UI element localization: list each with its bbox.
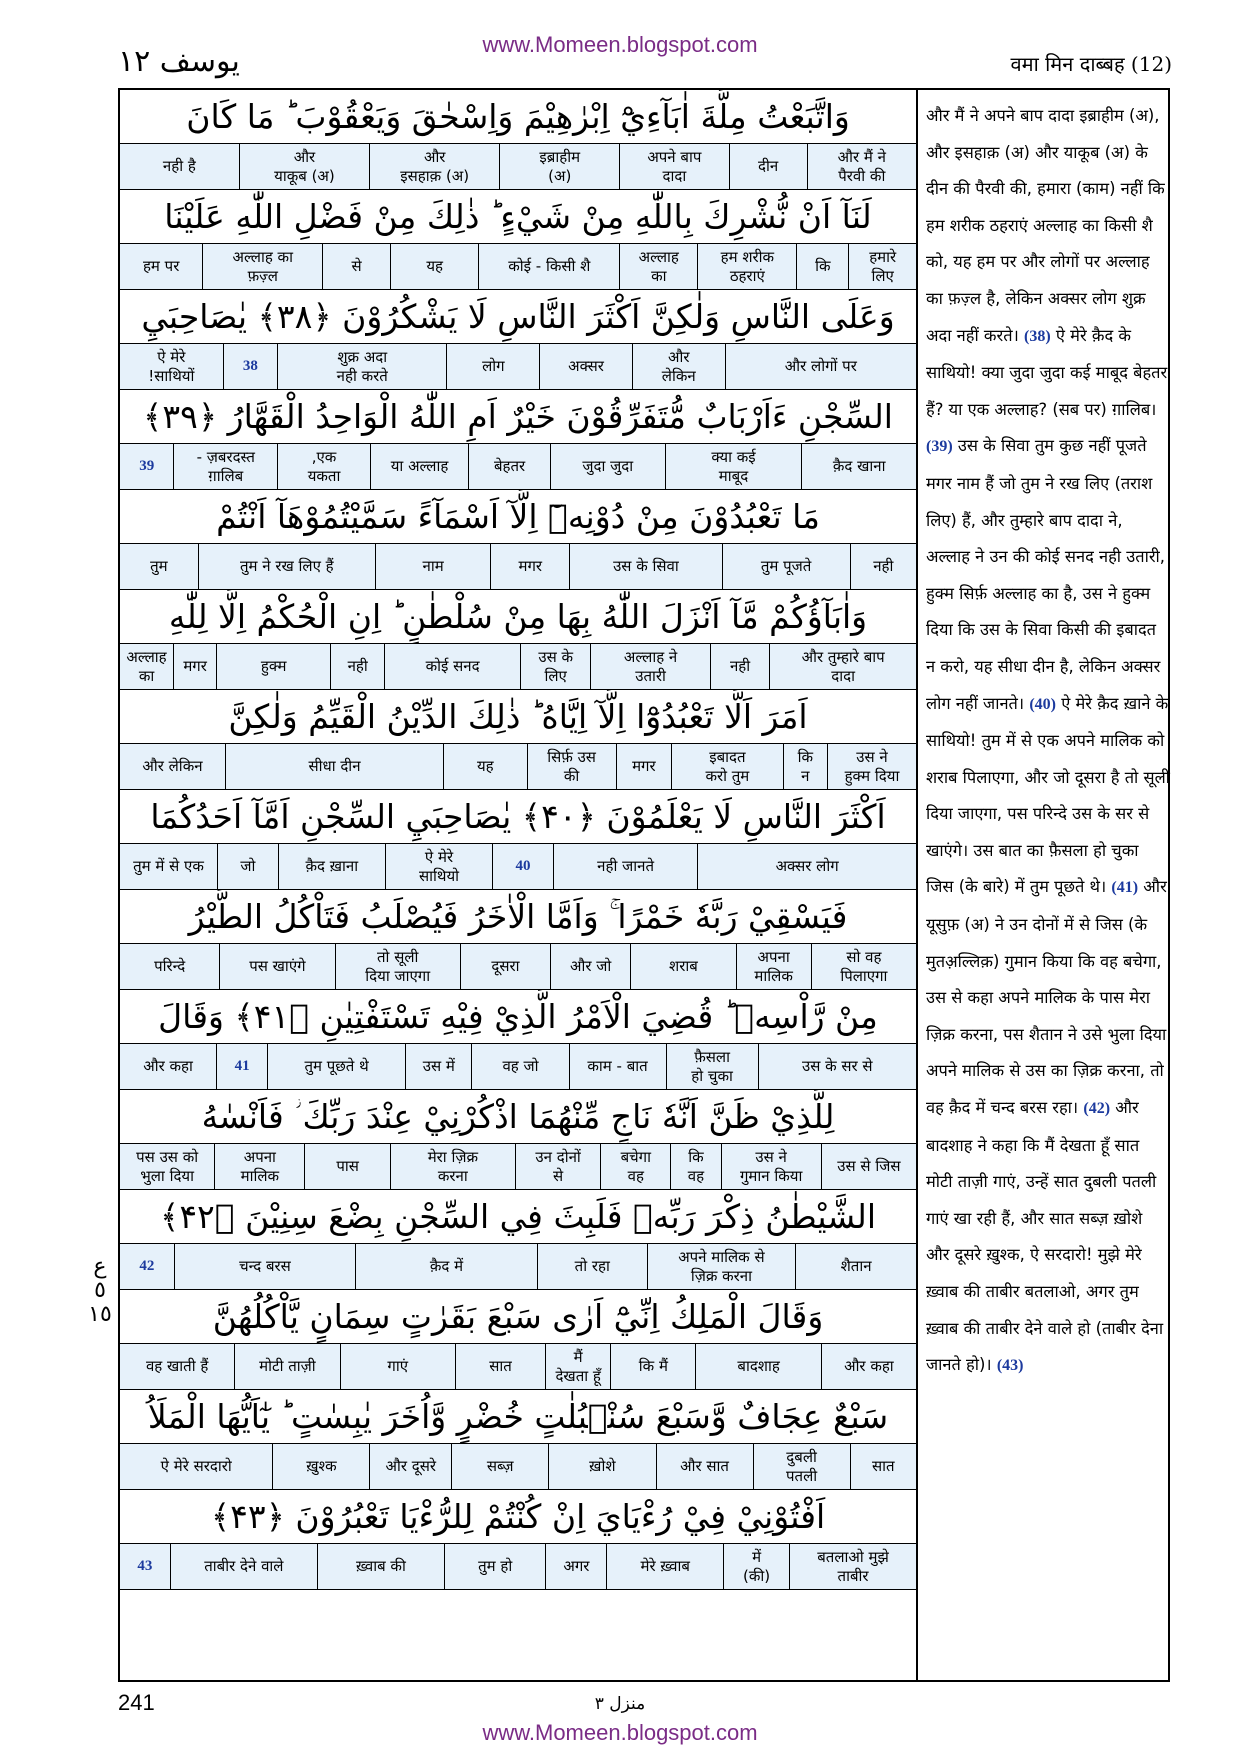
manzil-label: منزل ٣: [594, 1694, 646, 1714]
word-translation-row: [120, 1544, 916, 1590]
word-meaning-cell: तुम ने रख लिए हैं: [198, 544, 375, 589]
word-meaning-cell: अल्लाह का फ़ज़्ल: [202, 244, 322, 289]
word-meaning-cell: सब्ज़: [451, 1444, 548, 1489]
translation-text: और बादशाह ने कहा कि मैं देखता हूँ सात मोटी ताज़ी गाएं, उन्हें सात दुबली पतली गाएं खा रही हैं, और सात सब्ज़ ख़ोशे और दूसरे ख़ुश्क, ऐ सरदारो! मुझे मेरे ख़्वाब की ताबीर बतलाओ, अगर तुम ख़्वाब की ताबीर देने वाले हो (ताबीर देना जानते हो)।: [926, 1098, 1164, 1375]
word-meaning-cell: ख़ोशे: [548, 1444, 655, 1489]
word-meaning-cell: हुक्म: [216, 644, 330, 689]
arabic-line: اَمَرَ اَلَّا تَعْبُدُوْٓا اِلَّآ اِيَّاهُ ؕ ذٰلِكَ الدِّيْنُ الْقَيِّمُ وَلٰكِنَّ: [120, 690, 916, 744]
word-translation-row: [120, 244, 916, 290]
word-meaning-cell: और कहा: [821, 1344, 916, 1389]
surah-header: يوسف ١٢: [118, 44, 240, 79]
word-meaning-cell: अल्लाह ने उतारी: [590, 644, 709, 689]
word-meaning-cell: क़ैद खाना: [801, 444, 916, 489]
word-meaning-cell: मगर: [490, 544, 569, 589]
word-meaning-cell: तुम पूछते थे: [267, 1044, 405, 1089]
word-meaning-cell: उस से जिस: [821, 1144, 916, 1189]
word-meaning-cell: दीन: [729, 144, 807, 189]
word-meaning-cell: बचेगा वह: [600, 1144, 670, 1189]
word-meaning-cell: ख़्वाब की: [317, 1544, 444, 1589]
word-meaning-cell: क़ैद ख़ाना: [278, 844, 385, 889]
word-meaning-cell: ऐ मेरे साथियों!: [148, 347, 195, 385]
word-meaning-cell: तुम हो: [444, 1544, 546, 1589]
word-meaning-cell: लोग: [446, 344, 539, 389]
column-divider: [916, 88, 918, 1682]
word-meaning-cell: और लोगों पर: [725, 344, 916, 389]
word-meaning-cell: तुम पूजते: [722, 544, 850, 589]
word-meaning-cell: गाएं: [340, 1344, 455, 1389]
verse-number: (38): [1024, 327, 1051, 345]
word-meaning-cell: शैतान: [795, 1244, 916, 1289]
arabic-line: مَا تَعْبُدُوْنَ مِنْ دُوْنِهٖٓ اِلَّآ اَسْمَآءً سَمَّيْتُمُوْهَآ اَنْتُمْ: [120, 490, 916, 544]
arabic-line: وَقَالَ الْمَلِكُ اِنِّيْٓ اَرٰى سَبْعَ بَقَرٰتٍ سِمَانٍ يَّاْكُلُهُنَّ: [120, 1290, 916, 1344]
verse-number: (39): [926, 438, 953, 456]
word-meaning-cell: नही: [850, 544, 916, 589]
word-meaning-cell: क़ैद में: [355, 1244, 537, 1289]
word-meaning-cell: और इसहाक़ (अ): [369, 144, 499, 189]
verse-number: (42): [1083, 1100, 1111, 1118]
translation-text: ऐ मेरे क़ैद के साथियो! क्या जुदा जुदा कई माबूद बेहतर हैं? या एक अल्लाह? (सब पर) ग़ालिब।: [926, 325, 1168, 419]
word-meaning-cell: सात: [455, 1344, 545, 1389]
word-meaning-cell: कि न: [783, 744, 827, 789]
verse-number: 39: [139, 458, 155, 474]
site-url-bottom[interactable]: www.Momeen.blogspot.com: [482, 1720, 758, 1745]
word-meaning-cell: उस के सिवा: [569, 544, 721, 589]
word-meaning-cell: पस खाएंगे: [219, 944, 334, 989]
word-meaning-cell: और लेकिन: [632, 344, 725, 389]
word-translation-row: [120, 1444, 916, 1490]
word-meaning-cell: हम शरीक ठहराएं: [697, 244, 796, 289]
word-translation-row: [120, 1144, 916, 1190]
word-meaning-cell: नही है: [162, 157, 196, 175]
arabic-line: اَفْتُوْنِيْ فِيْ رُءْيَايَ اِنْ كُنْتُمْ لِلرُّءْيَا تَعْبُرُوْنَ ﴿۴۳﴾: [120, 1490, 916, 1544]
word-meaning-cell: उस में: [405, 1044, 471, 1089]
arabic-line: سَبْعٌ عِجَافٌ وَّسَبْعَ سُنْۢبُلٰتٍ خُضْرٍ وَّاُخَرَ يٰبِسٰتٍ ؕ يٰٓاَيُّهَا الْمَلَاُ: [120, 1390, 916, 1444]
word-meaning-cell: कि वह: [670, 1144, 720, 1189]
word-translation-row: [120, 644, 916, 690]
word-translation-row: [120, 144, 916, 190]
word-meaning-cell: अपना मालिक: [736, 944, 811, 989]
translation-text: ऐ मेरे क़ैद ख़ाने के साथियो! तुम में से एक अपने मालिक को शराब पिलाएगा, और जो दूसरा है तो सूली दिया जाएगा, पस परिन्दे उस के सर से खाएंगे। उस बात का फ़ैसला हो चुका जिस (के बारे) में तुम पूछते थे।: [926, 693, 1170, 897]
word-meaning-cell: उस के सर से: [758, 1044, 916, 1089]
word-meaning-cell: अपने मालिक से ज़िक्र करना: [647, 1244, 795, 1289]
translation-column: [926, 98, 1170, 1385]
word-meaning-cell: दुबली पतली: [753, 1444, 850, 1489]
arabic-line: وَاٰبَآؤُكُمْ مَّآ اَنْزَلَ اللّٰهُ بِهَا مِنْ سُلْطٰنٍ ؕ اِنِ الْحُكْمُ اِلَّا لِلّٰهِ: [120, 590, 916, 644]
verse-number: (41): [1111, 879, 1139, 897]
site-url-top[interactable]: www.Momeen.blogspot.com: [482, 32, 758, 57]
word-meaning-cell: मेरा ज़िक्र करना: [390, 1144, 515, 1189]
arabic-line: لِلَّذِيْ ظَنَّ اَنَّهٗ نَاجٍ مِّنْهُمَا اذْكُرْنِيْ عِنْدَ رَبِّكَ ؗ فَاَنْسٰهُ: [120, 1090, 916, 1144]
word-meaning-cell: चन्द बरस: [174, 1244, 356, 1289]
verse-number: 42: [139, 1258, 155, 1274]
word-meaning-cell: और जो: [550, 944, 630, 989]
word-meaning-cell: यह: [443, 744, 527, 789]
word-meaning-cell: और कहा: [143, 1057, 193, 1075]
ruku-marker: ع ٥ ١٥: [88, 1254, 112, 1327]
verse-number: (43): [996, 1357, 1024, 1375]
word-meaning-cell: इबादत करो तुम: [671, 744, 783, 789]
word-meaning-cell: तुम में से एक: [133, 857, 204, 875]
word-meaning-cell: या अल्लाह: [370, 444, 468, 489]
word-meaning-cell: एक, यकता: [277, 444, 370, 489]
word-meaning-cell: और तुम्हारे बाप दादा: [769, 644, 916, 689]
arabic-line: مِنْ رَّاْسِهٖ ؕ قُضِيَ الْاَمْرُ الَّذِيْ فِيْهِ تَسْتَفْتِيٰنِ ﴿۴۱﴾ وَقَالَ: [120, 990, 916, 1044]
word-meaning-cell: सिर्फ़ उस की: [527, 744, 616, 789]
word-translation-row: [120, 944, 916, 990]
word-meaning-cell: और याकूब (अ): [239, 144, 369, 189]
word-meaning-cell: शराब: [630, 944, 735, 989]
word-meaning-cell: अक्सर लोग: [697, 844, 916, 889]
verse-number: (40): [1029, 695, 1056, 713]
word-meaning-cell: कि: [796, 244, 848, 289]
word-meaning-cell: उस के लिए: [520, 644, 590, 689]
word-meaning-cell: तो सूली दिया जाएगा: [335, 944, 460, 989]
word-meaning-cell: ऐ मेरे साथियो: [385, 844, 492, 889]
word-meaning-cell: बेहतर: [468, 444, 550, 489]
word-meaning-cell: सात: [850, 1444, 916, 1489]
word-meaning-cell: कि मैं: [610, 1344, 695, 1389]
word-meaning-cell: जुदा जुदा: [550, 444, 665, 489]
word-meaning-cell: मेरे ख़्वाब: [606, 1544, 723, 1589]
word-translation-row: [120, 444, 916, 490]
word-meaning-cell: सीधा दीन: [225, 744, 443, 789]
word-meaning-cell: अक्सर: [539, 344, 632, 389]
word-meaning-cell: वह खाती हैं: [145, 1357, 209, 1375]
word-meaning-cell: हम पर: [142, 257, 180, 275]
word-meaning-cell: नही: [330, 644, 384, 689]
word-translation-row: [120, 1244, 916, 1290]
verse-number: 43: [137, 1558, 153, 1574]
word-meaning-cell: और मैं ने पैरवी की: [807, 144, 916, 189]
word-meaning-cell: से: [322, 244, 390, 289]
word-meaning-cell: क्या कई माबूद: [665, 444, 802, 489]
arabic-line: وَاتَّبَعْتُ مِلَّةَ اٰبَآءِيْٓ اِبْرٰهِيْمَ وَاِسْحٰقَ وَيَعْقُوْبَ ؕ مَا كَانَ: [120, 90, 916, 144]
page-number: 241: [118, 1690, 155, 1715]
word-meaning-cell: अपने बाप दादा: [619, 144, 728, 189]
word-meaning-cell: हमारे लिए: [848, 244, 916, 289]
word-meaning-cell: बतलाओ मुझे ताबीर: [789, 1544, 916, 1589]
arabic-line: الشَّيْطٰنُ ذِكْرَ رَبِّهٖ فَلَبِثَ فِي السِّجْنِ بِضْعَ سِنِيْنَ ﴿۴۲﴾: [120, 1190, 916, 1244]
word-meaning-cell: तुम: [150, 557, 168, 575]
word-translation-row: [120, 1344, 916, 1390]
word-meaning-cell: मैं देखता हूँ: [545, 1344, 610, 1389]
word-meaning-cell: और लेकिन: [142, 757, 203, 775]
word-meaning-cell: शुक्र अदा नही करते: [277, 344, 446, 389]
word-meaning-cell: सो वह पिलाएगा: [811, 944, 916, 989]
verse-number: 38: [223, 344, 277, 389]
word-meaning-cell: पास: [304, 1144, 389, 1189]
word-meaning-cell: अपना मालिक: [214, 1144, 304, 1189]
word-meaning-cell: वह जो: [471, 1044, 568, 1089]
word-meaning-cell: नही जानते: [553, 844, 697, 889]
word-meaning-cell: दूसरा: [460, 944, 550, 989]
word-translation-row: [120, 744, 916, 790]
word-meaning-cell: अल्लाह का: [619, 244, 697, 289]
word-meaning-cell: कोई सनद: [384, 644, 520, 689]
arabic-line: فَيَسْقِيْ رَبَّهٗ خَمْرًا ۚ وَاَمَّا الْاٰخَرُ فَيُصْلَبُ فَتَاْكُلُ الطَّيْرُ: [120, 890, 916, 944]
word-meaning-cell: अल्लाह का: [126, 647, 167, 685]
word-translation-row: [120, 844, 916, 890]
word-meaning-cell: नही: [710, 644, 770, 689]
para-header: वमा मिन दाब्बह (12): [1010, 52, 1172, 76]
word-meaning-cell: ऐ मेरे सरदारो: [160, 1457, 232, 1475]
word-meaning-cell: काम - बात: [569, 1044, 666, 1089]
word-meaning-cell: उस ने हुक्म दिया: [827, 744, 916, 789]
word-meaning-cell: ताबीर देने वाले: [170, 1544, 317, 1589]
word-meaning-cell: ख़ुश्क: [272, 1444, 369, 1489]
verse-number: 40: [492, 844, 553, 889]
word-meaning-cell: यह: [390, 244, 479, 289]
word-meaning-cell: और सात: [656, 1444, 753, 1489]
arabic-line: لَنَآ اَنْ نُّشْرِكَ بِاللّٰهِ مِنْ شَيْءٍ ؕ ذٰلِكَ مِنْ فَضْلِ اللّٰهِ عَلَيْنَا: [120, 190, 916, 244]
word-meaning-cell: में (की): [723, 1544, 789, 1589]
word-translation-row: [120, 1044, 916, 1090]
word-meaning-cell: बादशाह: [695, 1344, 820, 1389]
word-meaning-cell: इब्राहीम (अ): [499, 144, 619, 189]
word-translation-row: [120, 544, 916, 590]
word-meaning-cell: उन दोनों से: [515, 1144, 600, 1189]
word-meaning-cell: नाम: [375, 544, 491, 589]
arabic-line: اَكْثَرَ النَّاسِ لَا يَعْلَمُوْنَ ﴿۴۰﴾ يٰصَاحِبَيِ السِّجْنِ اَمَّآ اَحَدُكُمَا: [120, 790, 916, 844]
word-translation-row: [120, 344, 916, 390]
word-meaning-cell: मगर: [173, 644, 216, 689]
word-meaning-cell: मोटी ताज़ी: [234, 1344, 339, 1389]
word-meaning-cell: अगर: [545, 1544, 606, 1589]
translation-text: और यूसुफ़ (अ) ने उन दोनों में से जिस (के मुतअ़ल्लिक़) गुमान किया कि वह बचेगा, उस से कहा अपने मालिक के पास मेरा ज़िक्र करना, पस शैतान ने उसे भुला दिया अपने मालिक से उस का ज़िक्र करना, तो वह क़ैद में चन्द बरस रहा।: [926, 877, 1167, 1118]
arabic-line: السِّجْنِ ءَاَرْبَابٌ مُّتَفَرِّقُوْنَ خَيْرٌ اَمِ اللّٰهُ الْوَاحِدُ الْقَهَّارُ ﴿۳۹﴾: [120, 390, 916, 444]
word-meaning-cell: मगर: [616, 744, 671, 789]
word-meaning-cell: और दूसरे: [369, 1444, 451, 1489]
word-meaning-cell: कोई - किसी शै: [478, 244, 619, 289]
word-meaning-cell: परिन्दे: [154, 957, 186, 975]
verse-number: 41: [216, 1044, 267, 1089]
word-meaning-cell: उस ने गुमान किया: [721, 1144, 821, 1189]
translation-text: उस के सिवा तुम कुछ नहीं पूजते मगर नाम हैं जो तुम ने रख लिए (तराश लिए) हैं, और तुम्हारे बाप दादा ने, अल्लाह ने उन की कोई सनद नही उतारी, हुक्म सिर्फ़ अल्लाह का है, उस ने हुक्म दिया कि उस के सिवा किसी की इबादत न करो, यह सीधा दीन है, लेकिन अक्सर लोग नहीं जानते।: [926, 436, 1165, 713]
word-meaning-cell: पस उस को भुला दिया: [136, 1147, 199, 1185]
word-meaning-cell: जो: [217, 844, 278, 889]
word-meaning-cell: ज़बरदस्त - ग़ालिब: [173, 444, 277, 489]
word-meaning-cell: फ़ैसला हो चुका: [666, 1044, 758, 1089]
arabic-line: وَعَلَى النَّاسِ وَلٰكِنَّ اَكْثَرَ النَّاسِ لَا يَشْكُرُوْنَ ﴿۳۸﴾ يٰصَاحِبَيِ: [120, 290, 916, 344]
translation-text: और मैं ने अपने बाप दादा इब्राहीम (अ), और इसहाक़ (अ) और याकूब (अ) के दीन की पैरवी की, हमारा (काम) नहीं कि हम शरीक ठहराएं अल्लाह का किसी शै को, यह हम पर और लोगों पर अल्लाह का फ़ज़्ल है, लेकिन अक्सर लोग शुक्र अदा नहीं करते।: [926, 106, 1165, 345]
word-meaning-cell: तो रहा: [537, 1244, 647, 1289]
